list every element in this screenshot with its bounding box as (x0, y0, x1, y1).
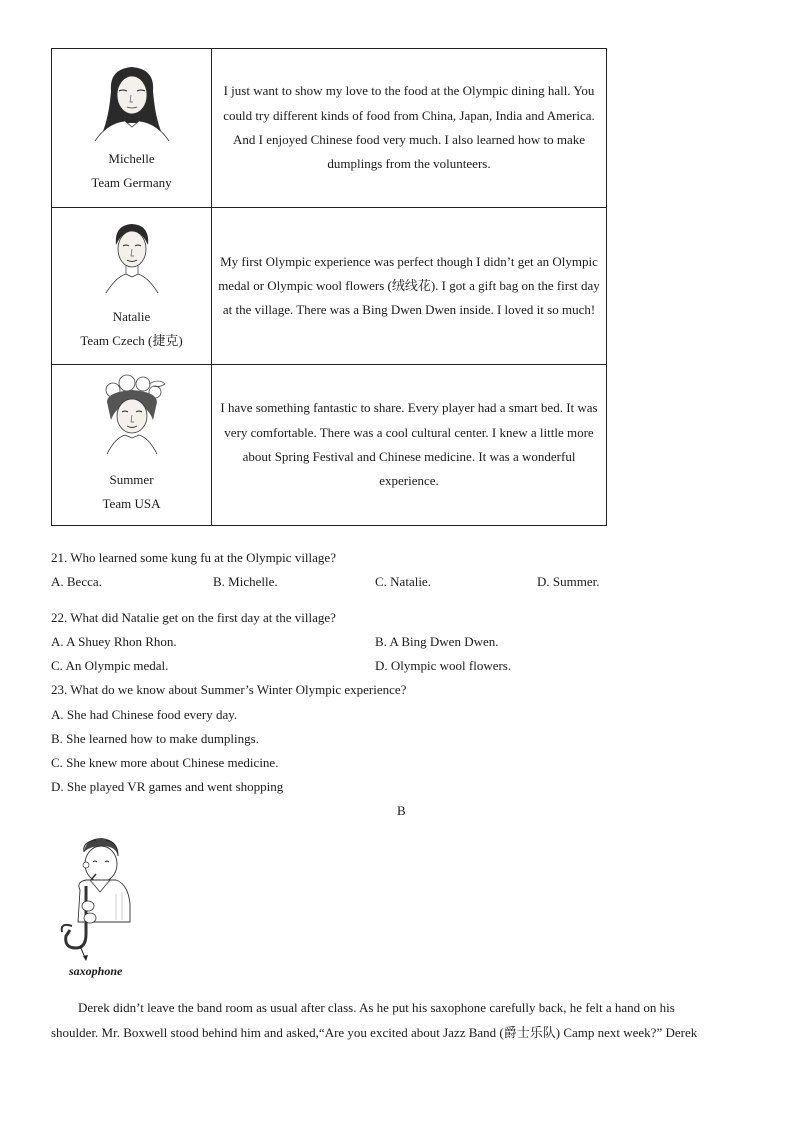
question-21-option-a: A. Becca. (51, 574, 102, 589)
question-21-option-b: B. Michelle. (213, 574, 278, 589)
profile-cell-summer (52, 365, 212, 526)
question-22-option-a: A. A Shuey Rhon Rhon. (51, 634, 177, 649)
table-row (52, 208, 607, 365)
question-23-option-d: D. She played VR games and went shopping (51, 779, 284, 794)
question-23-stem: 23. What do we know about Summer’s Winter Olympic experience? (51, 682, 407, 697)
natalie-portrait (102, 219, 162, 293)
profile-team: Team Czech (捷克) (80, 333, 183, 348)
profile-cell-michelle (52, 49, 212, 208)
section-b-heading: B (397, 803, 406, 818)
question-21-option-c: C. Natalie. (375, 574, 431, 589)
passage-line: shoulder. Mr. Boxwell stood behind him and asked,“Are you excited about Jazz Band (爵士乐队) Camp next week?” Derek (51, 1025, 698, 1040)
profile-quote: I have something fantastic to share. Every player had a smart bed. It was very comfortable. There was a cool cultural center. I knew a little more about Spring Festival and Chinese medicine. It was a wonderful experience. (212, 365, 607, 526)
profile-team: Team USA (102, 496, 161, 511)
michelle-portrait (87, 61, 177, 141)
question-22-option-c: C. An Olympic medal. (51, 658, 169, 673)
question-22-option-b: B. A Bing Dwen Dwen. (375, 634, 499, 649)
question-23-option-a: A. She had Chinese food every day. (51, 707, 238, 722)
question-22-option-d: D. Olympic wool flowers. (375, 658, 512, 673)
profile-team: Team Germany (91, 175, 172, 190)
question-23-option-c: C. She knew more about Chinese medicine. (51, 755, 279, 770)
profile-cell-natalie (52, 208, 212, 365)
saxophone-boy-illustration (56, 834, 136, 966)
saxophone-caption: saxophone (69, 964, 123, 978)
table-row (52, 365, 607, 526)
profiles-table (51, 48, 607, 526)
question-23-option-b: B. She learned how to make dumplings. (51, 731, 259, 746)
table-row (52, 49, 607, 208)
profile-name: Natalie (112, 309, 151, 324)
profile-name: Michelle (108, 151, 155, 166)
question-21-option-d: D. Summer. (537, 574, 600, 589)
summer-portrait (87, 374, 177, 454)
question-21-stem: 21. Who learned some kung fu at the Olympic village? (51, 550, 336, 565)
profile-name: Summer (109, 472, 154, 487)
passage-line: Derek didn’t leave the band room as usual after class. As he put his saxophone carefully back, he felt a hand on his (78, 1000, 675, 1015)
question-22-stem: 22. What did Natalie get on the first day at the village? (51, 610, 336, 625)
profile-quote: I just want to show my love to the food at the Olympic dining hall. You could try different kinds of food from China, Japan, India and America. And I enjoyed Chinese food very much. I also learned how to make dumplings from the volunteers. (212, 49, 607, 208)
profile-quote: My first Olympic experience was perfect though I didn’t get an Olympic medal or Olympic wool flowers (绒线花). I got a gift bag on the first day at the village. There was a Bing Dwen Dwen inside. I loved it so much! (212, 208, 607, 365)
